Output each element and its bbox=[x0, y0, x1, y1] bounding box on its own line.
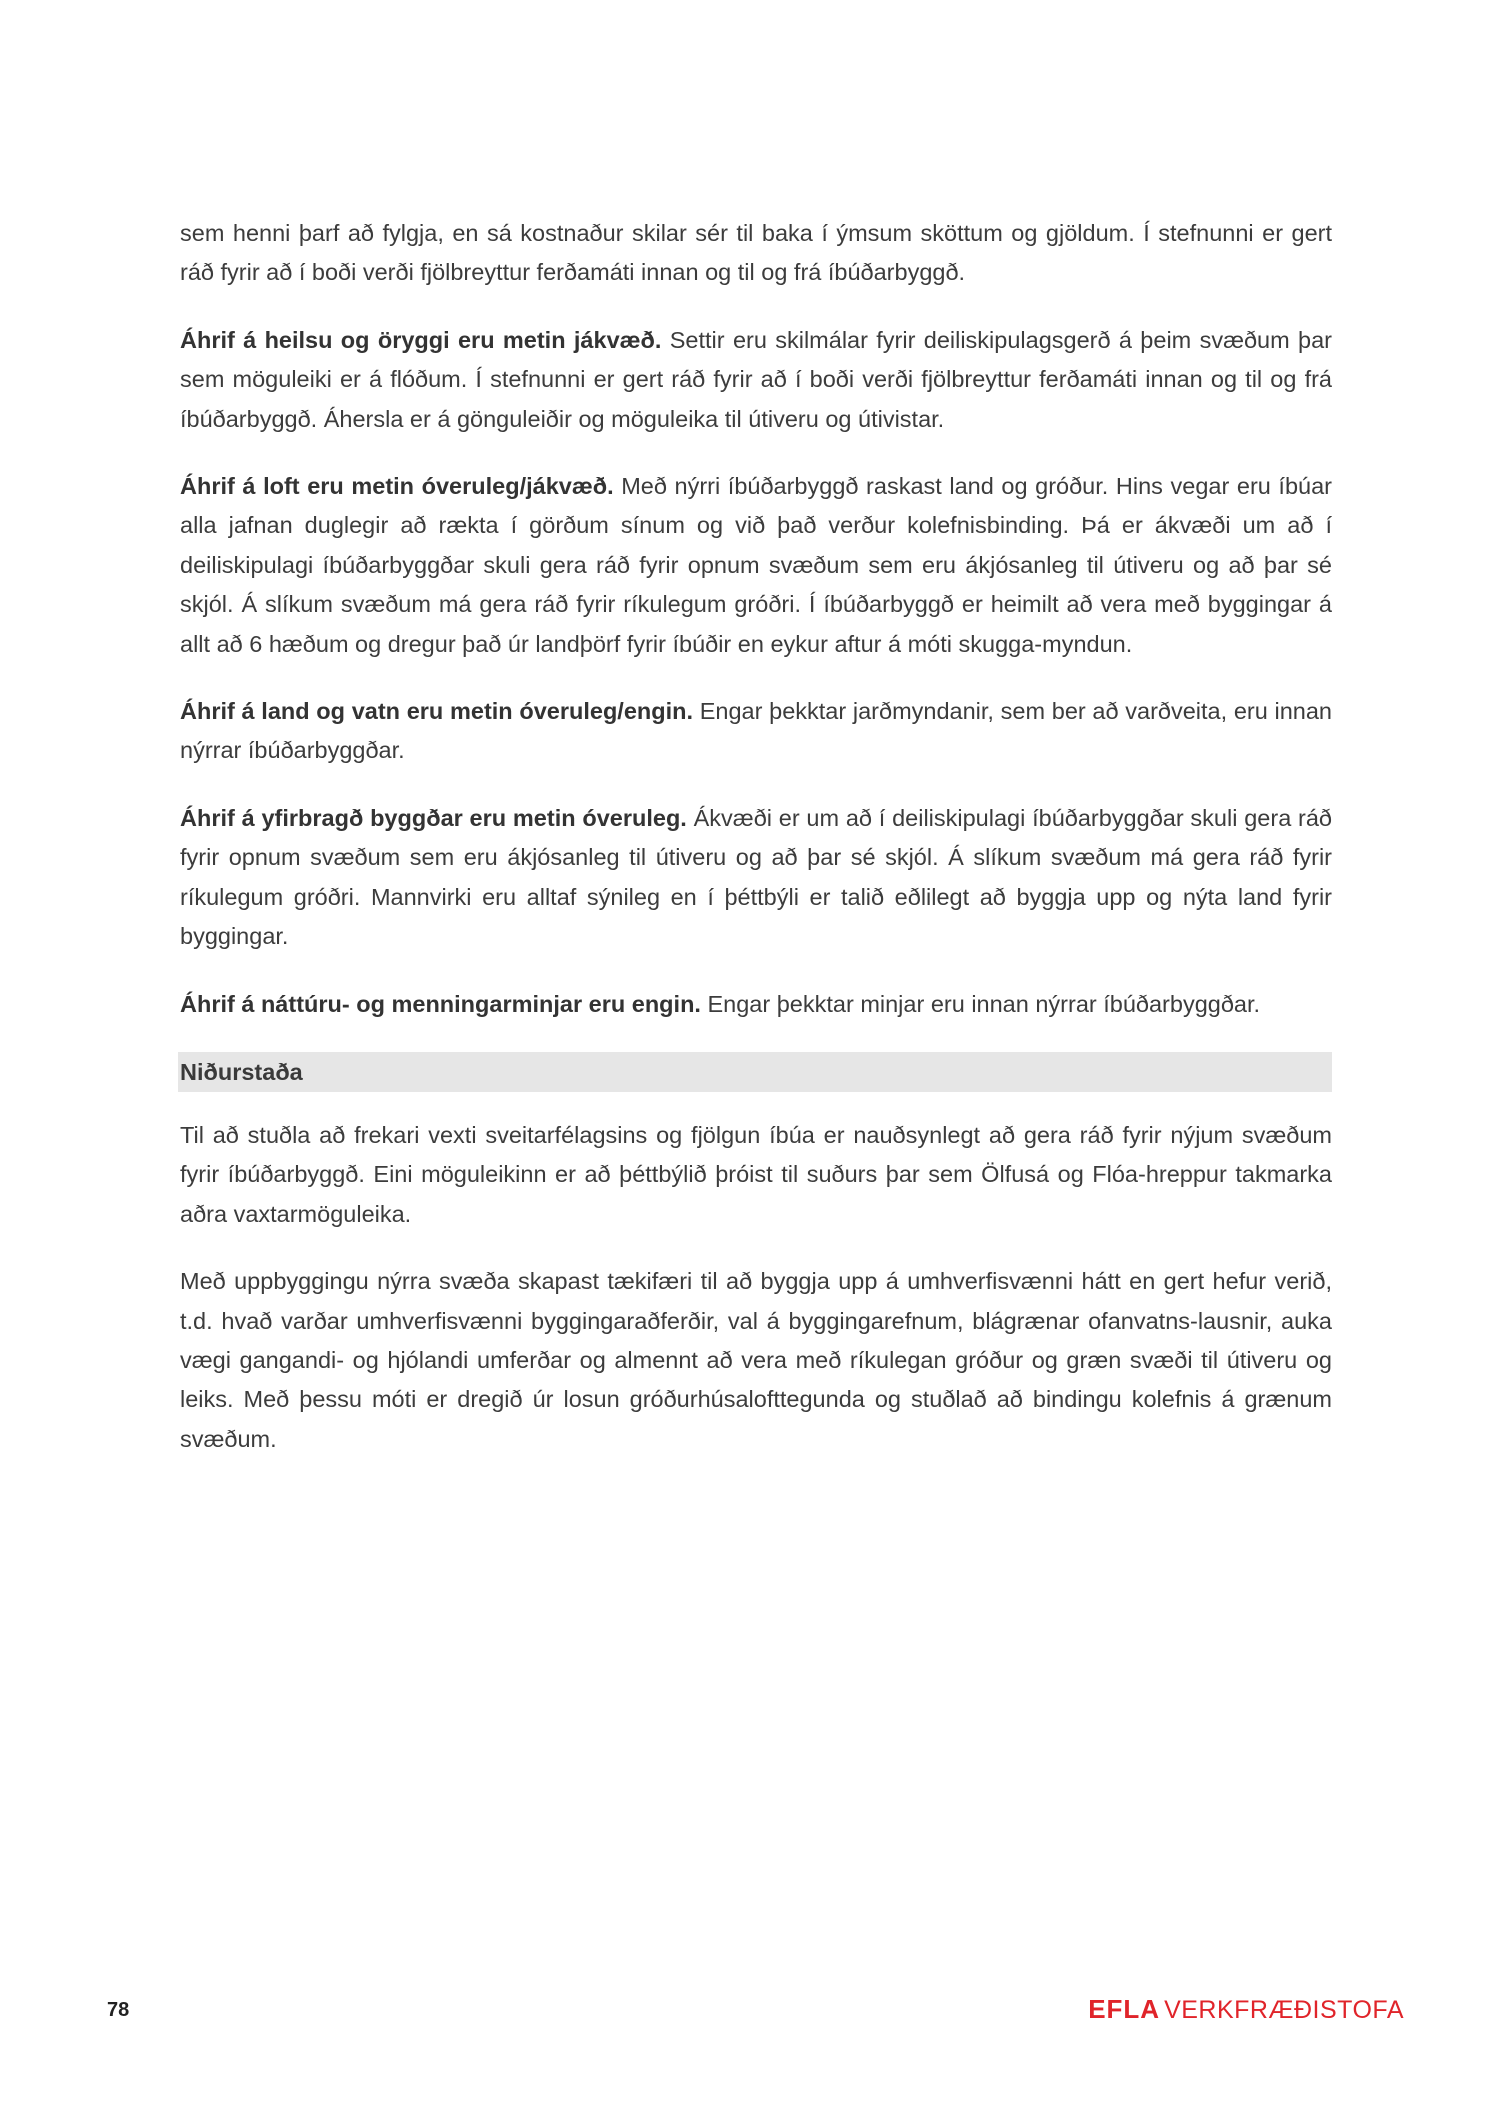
paragraph-air bbox=[180, 467, 1332, 664]
paragraph-conclusion-1 bbox=[180, 1116, 1332, 1234]
brand-logo bbox=[1088, 1994, 1404, 2025]
paragraph-heritage bbox=[180, 985, 1332, 1024]
paragraph-lead: Áhrif á heilsu og öryggi eru metin jákvæð. bbox=[180, 326, 662, 353]
paragraph-lead: Áhrif á loft eru metin óveruleg/jákvæð. bbox=[180, 473, 614, 500]
brand-tagline: VERKFRÆÐISTOFA bbox=[1164, 1996, 1404, 2024]
paragraph-lead: Áhrif á land og vatn eru metin óveruleg/engin. bbox=[180, 698, 694, 725]
page-number: 78 bbox=[107, 1999, 130, 2021]
paragraph-text: Til að stuðla að frekari vexti sveitarfélagsins og fjölgun íbúa er nauðsynlegt að gera ráð fyrir nýjum svæðum fyrir íbúðarbyggð. Eini möguleikinn er að þéttbýlið þróist til suðurs þar sem Ölfusá og Flóa-hreppur takmarka aðra vaxtarmöguleika. bbox=[180, 1121, 1332, 1227]
paragraph-text: Engar þekktar minjar eru innan nýrrar íbúðarbyggðar. bbox=[700, 990, 1261, 1017]
paragraph-appearance bbox=[180, 799, 1332, 957]
paragraph-conclusion-2 bbox=[180, 1262, 1332, 1459]
section-heading: Niðurstaða bbox=[178, 1052, 1332, 1092]
paragraph-text: Ákvæði er um að í deiliskipulagi íbúðarbyggðar skuli gera ráð fyrir opnum svæðum sem eru ákjósanleg til útiveru og að þar sé skjól. Á slíkum svæðum má gera ráð fyrir ríkulegum gróðri. Mannvirki eru alltaf sýnileg en í þéttbýli er talið eðlilegt að byggja upp og nýta land fyrir byggingar. bbox=[180, 804, 1333, 950]
paragraph-text: Settir eru skilmálar fyrir deiliskipulagsgerð á þeim svæðum þar sem möguleiki er á flóðum. Í stefnunni er gert ráð fyrir að í boði verði fjölbreyttur ferðamáti innan og til og frá íbúðarbyggð. Áhersla er á gönguleiðir og möguleika til útiveru og útivistar. bbox=[180, 326, 1332, 432]
paragraph-lead: Áhrif á yfirbragð byggðar eru metin óveruleg. bbox=[180, 804, 687, 831]
paragraph-health-safety bbox=[180, 321, 1332, 439]
paragraph-text: Engar þekktar jarðmyndanir, sem ber að varðveita, eru innan nýrrar íbúðarbyggðar. bbox=[180, 698, 1332, 764]
paragraph-text: Með uppbyggingu nýrra svæða skapast tækifæri til að byggja upp á umhverfisvænni hátt en gert hefur verið, t.d. hvað varðar umhverfisvænni byggingaraðferðir, val á byggingarefnum, blágrænar ofanvatns-lausnir, auka vægi gangandi- og hjólandi umferðar og almennt að vera með ríkulegan gróður og græn svæði til útiveru og leiks. Með þessu móti er dregið úr losun gróðurhúsalofttegunda og stuðlað að bindingu kolefnis á grænum svæðum. bbox=[180, 1268, 1332, 1452]
page-content bbox=[180, 214, 1332, 1487]
brand-name: EFLA bbox=[1088, 1994, 1161, 2024]
paragraph-text: Með nýrri íbúðarbyggð raskast land og gróður. Hins vegar eru íbúar alla jafnan duglegir að rækta í görðum sínum og við það verður kolefnisbinding. Þá er ákvæði um að í deiliskipulagi íbúðarbyggðar skuli gera ráð fyrir opnum svæðum sem eru ákjósanleg til útiveru og að þar sé skjól. Á slíkum svæðum má gera ráð fyrir ríkulegum gróðri. Í íbúðarbyggð er heimilt að vera með byggingar á allt að 6 hæðum og dregur það úr landþörf fyrir íbúðir en eykur aftur á móti skugga-myndun. bbox=[180, 473, 1332, 657]
paragraph-text: sem henni þarf að fylgja, en sá kostnaður skilar sér til baka í ýmsum sköttum og gjöldum. Í stefnunni er gert ráð fyrir að í boði verði fjölbreyttur ferðamáti innan og til og frá íbúðarbyggð. bbox=[180, 220, 1332, 286]
paragraph-land-water bbox=[180, 692, 1332, 771]
paragraph-lead: Áhrif á náttúru- og menningarminjar eru engin. bbox=[180, 990, 701, 1017]
paragraph-intro bbox=[180, 214, 1332, 293]
